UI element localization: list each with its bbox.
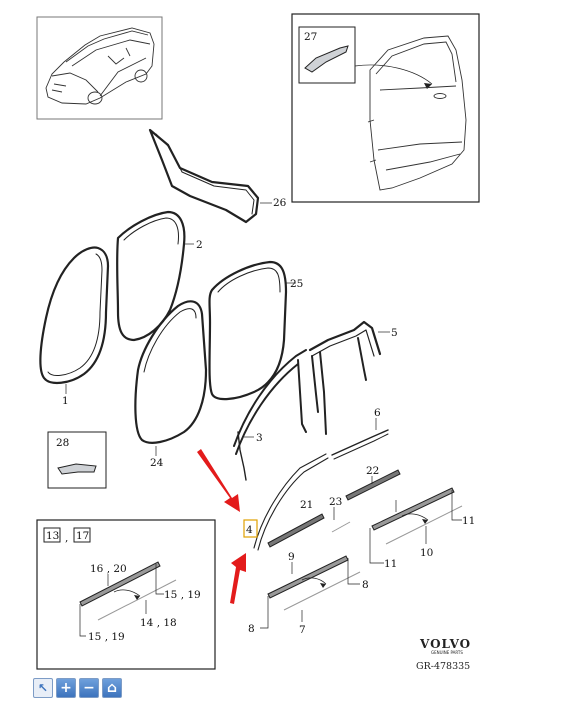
part-24 <box>135 301 206 469</box>
callout-16-20: 16 , 20 <box>90 563 127 575</box>
callout-2: 2 <box>196 239 203 251</box>
inset-label-17: 17 <box>76 530 90 542</box>
callout-27: 27 <box>304 31 318 43</box>
vehicle-thumbnail <box>37 17 162 119</box>
diagram-code: GR-478335 <box>416 661 471 672</box>
home-button[interactable] <box>102 678 122 698</box>
callout-15-19b: 15 , 19 <box>88 631 125 643</box>
part-6 <box>332 407 388 459</box>
home-icon: ⌂ <box>106 680 118 696</box>
callout-11b: 11 <box>384 558 398 570</box>
arrow-bottom <box>230 553 246 604</box>
callout-25: 25 <box>290 278 304 290</box>
inset-13-17 <box>37 520 215 669</box>
inset-label-sep: , <box>65 532 69 544</box>
callout-26: 26 <box>273 197 287 209</box>
callout-5: 5 <box>391 327 398 339</box>
callout-10: 10 <box>420 547 434 559</box>
callout-28: 28 <box>56 437 70 449</box>
callout-15-19a: 15 , 19 <box>164 589 201 601</box>
part-3 <box>234 350 306 480</box>
callout-3: 3 <box>256 432 263 444</box>
callout-6: 6 <box>374 407 381 419</box>
zoom-in-button[interactable] <box>56 678 76 698</box>
callout-22: 22 <box>366 465 380 477</box>
part-2 <box>117 212 203 340</box>
brand-name: VOLVO <box>420 637 472 651</box>
select-tool-button[interactable] <box>33 678 53 698</box>
inset-label-13: 13 <box>46 530 60 542</box>
callout-14-18: 14 , 18 <box>140 617 177 629</box>
arrow-top <box>197 449 240 512</box>
part-26 <box>150 130 287 222</box>
callout-11a: 11 <box>462 515 476 527</box>
callout-7: 7 <box>299 624 306 636</box>
callout-21: 21 <box>300 499 314 511</box>
brand-subtitle: GENUINE PARTS <box>431 650 463 655</box>
callout-4: 4 <box>246 524 253 536</box>
callout-1: 1 <box>62 395 69 407</box>
part-5 <box>310 322 398 434</box>
callout-23: 23 <box>329 496 343 508</box>
minus-icon: − <box>83 680 95 696</box>
callout-8b: 8 <box>248 623 255 635</box>
diagram-toolbar <box>33 678 122 698</box>
cursor-icon: ↖ <box>37 681 49 695</box>
callout-24: 24 <box>150 457 164 469</box>
callout-9: 9 <box>288 551 295 563</box>
zoom-out-button[interactable] <box>79 678 99 698</box>
inset-27 <box>292 14 479 202</box>
part-23 <box>329 496 350 532</box>
callout-8a: 8 <box>362 579 369 591</box>
part-22 <box>346 465 400 500</box>
brand-block <box>416 637 471 672</box>
part-25 <box>210 262 304 399</box>
part-12-assembly <box>370 488 475 570</box>
inset-28 <box>48 432 106 488</box>
part-1 <box>40 247 108 407</box>
plus-icon: + <box>60 680 72 696</box>
part-9-assembly <box>248 551 369 636</box>
